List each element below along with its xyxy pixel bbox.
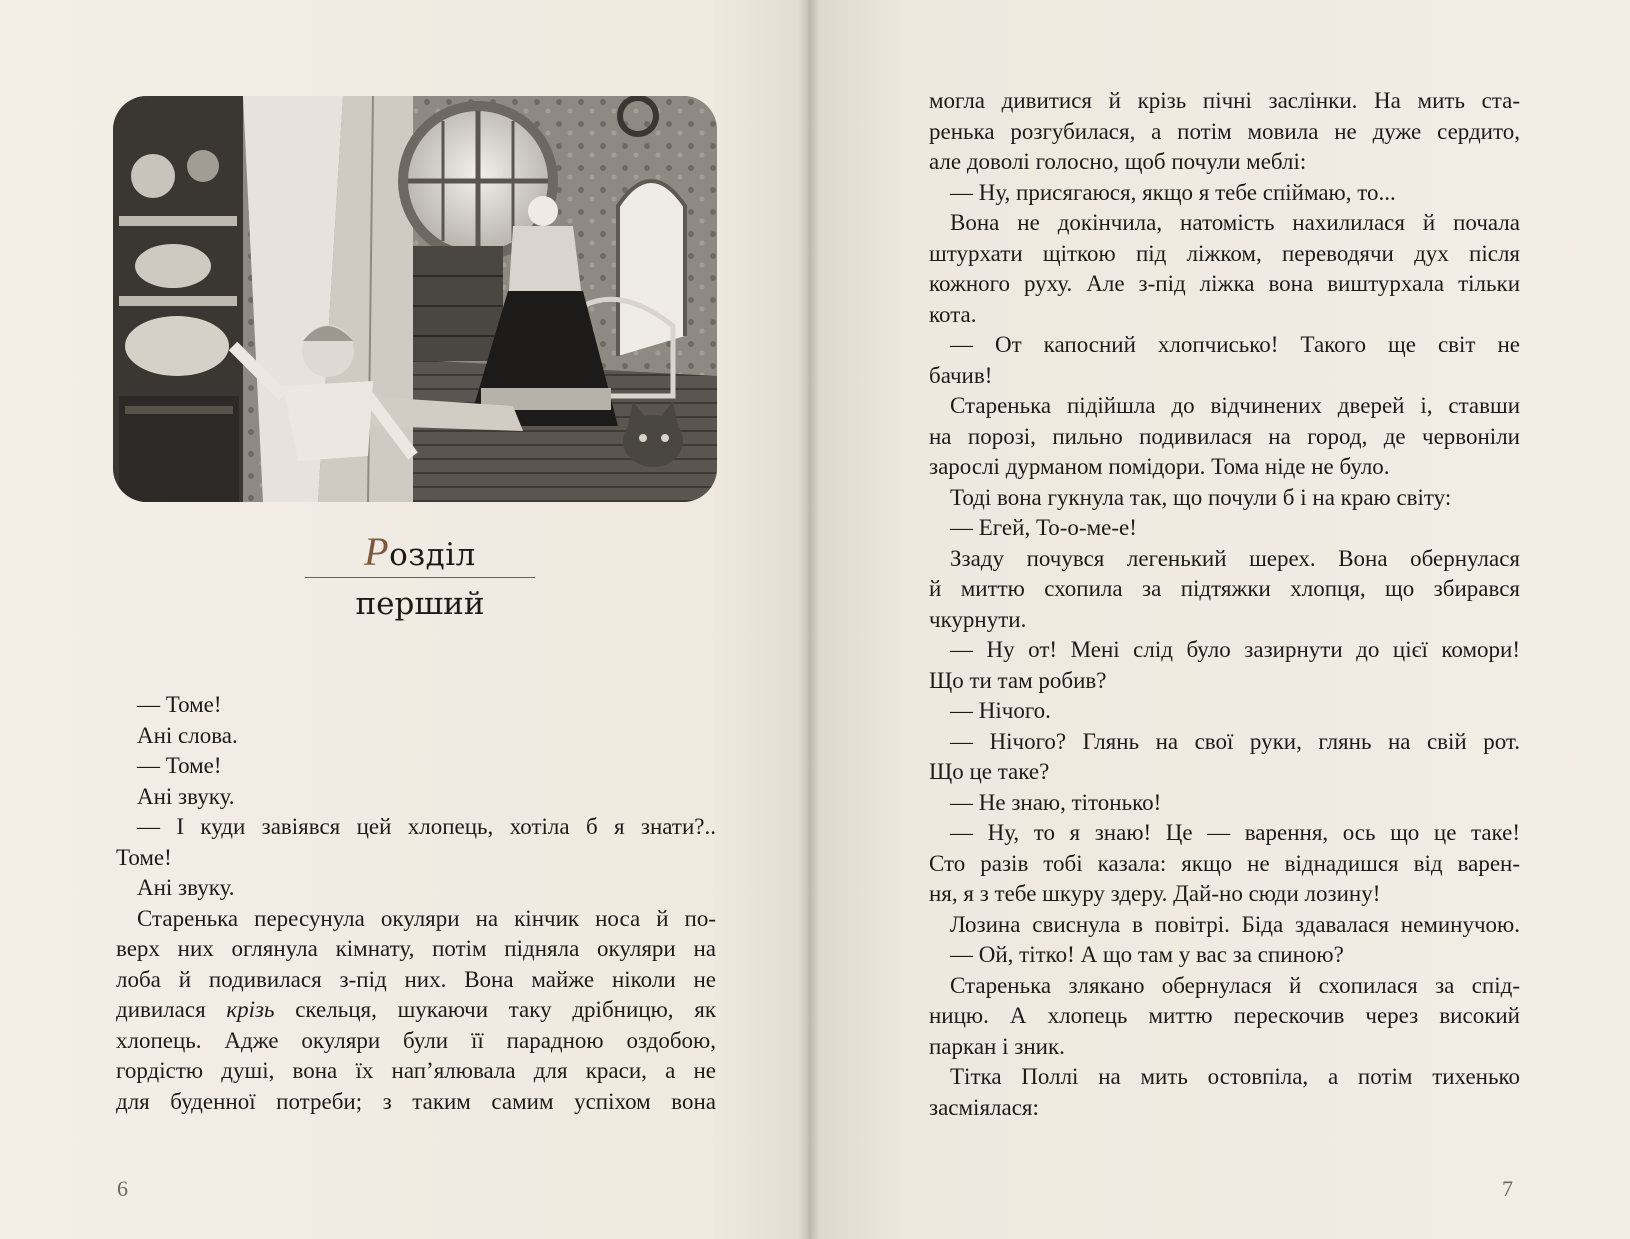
text-line: Старенька пересунула окуляри на кінчик носа й по- (137, 905, 716, 931)
chapter-illustration (113, 96, 717, 502)
text-line: — Томе! (137, 692, 222, 717)
text-line: Тоді вона гукнула так, що почули б і на краю світу: (950, 484, 1452, 510)
text-line: хлопець. Адже окуляри були її парадною оздобою, (116, 1027, 716, 1053)
chapter-divider (305, 577, 535, 578)
text-line: але доволі голосно, щоб почули меблі: (929, 149, 1307, 174)
text-line: й миттю схопила за підтяжки хлопця, що збирався (929, 576, 1520, 601)
text-line: — Нічого. (950, 698, 1051, 723)
chapter-word (300, 529, 540, 575)
text-line: — Ну, присягаюся, якщо я тебе спіймаю, то... (950, 179, 1396, 205)
text-line: — Не знаю, тітонько! (950, 789, 1162, 815)
text-line: ренька розгубилася, а потім мовила не дуже сердито, (929, 118, 1520, 144)
page-number-left: 6 (117, 1176, 128, 1201)
text-line: — І куди завіявся цей хлопець, хотіла б я знати?.. (137, 814, 716, 839)
text-line: кожного руху. Але з-під ліжка вона виштурхала тільки (929, 271, 1520, 296)
text-line: кота. (929, 301, 977, 327)
right-page-body (929, 86, 1520, 1123)
text-line: — Нічого? Глянь на свої руки, глянь на свій рот. (950, 728, 1520, 754)
text-line: дивилася крізь скельця, шукаючи таку дрібницю, як (116, 997, 716, 1022)
text-line: на порозі, пильно подивилася на город, де червоніли (929, 423, 1520, 449)
text-line: Тітка Поллі на мить остовпіла, а потім тихенько (950, 1064, 1520, 1089)
text-line: Ані слова. (137, 722, 238, 748)
text-line: бачив! (929, 362, 993, 388)
left-page-body (116, 690, 716, 1117)
chapter-word-rest: озділ (389, 537, 476, 573)
chapter-number: перший (355, 586, 485, 622)
text-line: верх них оглянула кімнату, потім підняла окуляри на (116, 936, 716, 961)
chapter-initial: Р (364, 529, 390, 574)
text-line: штурхати щіткою під ліжком, переводячи дух після (929, 240, 1520, 266)
text-line: — Ну от! Мені слід було зазирнути до цієї комори! (950, 637, 1520, 662)
text-line: могла дивитися й крізь пічні заслінки. На мить ста- (929, 88, 1520, 113)
text-line: Старенька підійшла до відчинених дверей і, ставши (950, 393, 1520, 418)
text-line: для буденної потреби; з таким самим успіхом вона (116, 1088, 716, 1114)
text-line: Ані звуку. (137, 875, 235, 900)
text-line: Ззаду почувся легенький шерех. Вона обернулася (950, 545, 1520, 571)
text-line: Лозина свиснула в повітрі. Біда здавалася неминучою. (950, 911, 1520, 937)
page-number-right: 7 (1502, 1176, 1513, 1201)
text-line: засміялася: (929, 1094, 1039, 1120)
book-gutter (798, 0, 820, 1239)
illustration-drawing (113, 96, 717, 502)
text-line: — Ой, тітко! А що там у вас за спиною? (950, 942, 1344, 967)
text-line: зарослі дурманом помідори. Тома ніде не було. (929, 454, 1390, 479)
text-line: лоба й подивилася з-під них. Вона майже ніколи не (116, 966, 716, 992)
text-line: Сто разів тобі казала: якщо не віднадишся від варен- (929, 850, 1520, 876)
text-line: Що це таке? (929, 759, 1050, 784)
text-line: Що ти там робив? (929, 667, 1107, 693)
text-line: паркан і зник. (929, 1033, 1065, 1059)
text-line: — От капосний хлопчисько! Такого ще світ не (950, 332, 1520, 357)
text-line: Старенька злякано обернулася й схопилася за спід- (950, 972, 1520, 998)
text-line: чкурнути. (929, 606, 1027, 632)
text-line: гордістю душі, вона їх нап’ялювала для краси, а не (116, 1058, 716, 1083)
text-line: Ані звуку. (137, 783, 235, 809)
text-line: — Ну, то я знаю! Це — варення, ось що це таке! (950, 820, 1520, 845)
text-line: — Томе! (137, 753, 222, 778)
text-line: ня, я з тебе шкуру здеру. Дай-но сюди лозину! (929, 881, 1381, 906)
text-line: Вона не докінчила, натомість нахилилася й почала (950, 210, 1520, 235)
text-line: — Егей, То-о-ме-е! (950, 515, 1137, 540)
text-line: ницю. А хлопець миттю перескочив через високий (929, 1003, 1520, 1028)
text-line: Томе! (116, 844, 172, 870)
chapter-heading (300, 529, 540, 624)
